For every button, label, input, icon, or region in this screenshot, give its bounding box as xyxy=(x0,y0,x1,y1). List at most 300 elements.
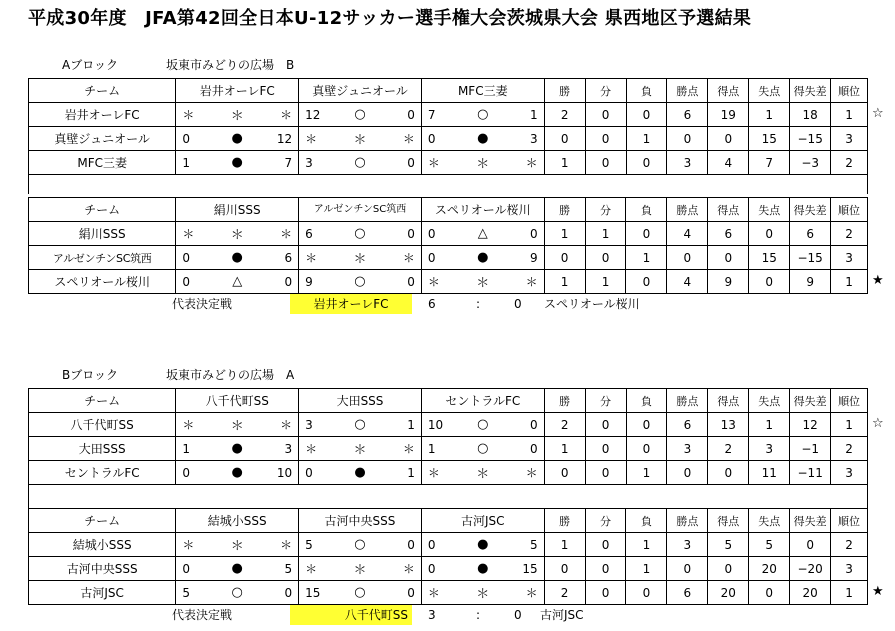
star-icon: ☆ xyxy=(872,106,884,121)
score-for: 1 xyxy=(176,437,217,461)
block-label: Aブロック xyxy=(62,58,118,72)
stat-losses: 0 xyxy=(626,151,667,175)
stat-wins: 2 xyxy=(544,581,585,605)
header-row xyxy=(29,389,868,413)
stat-points: 3 xyxy=(667,151,708,175)
stat-header-goals-against: 失点 xyxy=(749,509,790,533)
result-mark: ● xyxy=(217,437,258,461)
result-mark: △ xyxy=(462,222,503,246)
table-row xyxy=(29,246,868,270)
table-row xyxy=(29,581,868,605)
stat-header-draws: 分 xyxy=(585,389,626,413)
venue-label: 坂東市みどりの広場 B xyxy=(166,58,295,72)
stat-rank: 3 xyxy=(831,461,868,485)
opponent-header: 古河JSC xyxy=(421,509,544,533)
score-against: ＊ xyxy=(503,581,544,605)
stat-losses: 1 xyxy=(626,461,667,485)
table-separator xyxy=(28,174,868,194)
score-against: 0 xyxy=(380,151,421,175)
score-for: 12 xyxy=(299,103,340,127)
stat-goal-diff: 20 xyxy=(790,581,831,605)
score-for: ＊ xyxy=(176,413,217,437)
result-mark: ＊ xyxy=(217,533,258,557)
playoff-colon: : xyxy=(476,608,481,622)
stat-header-points: 勝点 xyxy=(667,198,708,222)
stat-header-draws: 分 xyxy=(585,509,626,533)
stat-rank: 2 xyxy=(831,437,868,461)
table-row xyxy=(29,151,868,175)
score-against: 3 xyxy=(258,437,299,461)
stat-header-points: 勝点 xyxy=(667,79,708,103)
table-row xyxy=(29,557,868,581)
score-for: 1 xyxy=(176,151,217,175)
stat-header-goals-for: 得点 xyxy=(708,389,749,413)
team-name: 大田SSS xyxy=(29,437,176,461)
stat-wins: 0 xyxy=(544,127,585,151)
score-against: ＊ xyxy=(380,127,421,151)
playoff-winner: 岩井オーレFC xyxy=(290,294,412,314)
stat-rank: 1 xyxy=(831,581,868,605)
opponent-header: 岩井オーレFC xyxy=(176,79,299,103)
stat-rank: 1 xyxy=(831,103,868,127)
stat-points: 6 xyxy=(667,413,708,437)
stat-losses: 0 xyxy=(626,581,667,605)
team-name: セントラルFC xyxy=(29,461,176,485)
block-label: Bブロック xyxy=(62,368,118,382)
opponent-header: 結城小SSS xyxy=(176,509,299,533)
stat-draws: 0 xyxy=(585,437,626,461)
score-against: ＊ xyxy=(258,103,299,127)
stat-header-goal-diff: 得失差 xyxy=(790,79,831,103)
team-name: MFC三妻 xyxy=(29,151,176,175)
team-header: チーム xyxy=(29,79,176,103)
stat-losses: 0 xyxy=(626,103,667,127)
stat-points: 6 xyxy=(667,581,708,605)
result-mark: △ xyxy=(217,270,258,294)
star-icon: ☆ xyxy=(872,416,884,431)
opponent-header: 真壁ジュニオール xyxy=(299,79,422,103)
stat-draws: 0 xyxy=(585,127,626,151)
score-against: 9 xyxy=(503,246,544,270)
stat-header-goals-against: 失点 xyxy=(749,79,790,103)
playoff-row-b xyxy=(0,605,700,625)
stat-header-goal-diff: 得失差 xyxy=(790,389,831,413)
block-a-header xyxy=(62,56,362,74)
opponent-header: 八千代町SS xyxy=(176,389,299,413)
result-mark: ○ xyxy=(340,222,381,246)
stat-goals-for: 0 xyxy=(708,461,749,485)
stat-points: 3 xyxy=(667,533,708,557)
score-against: 0 xyxy=(258,270,299,294)
stat-draws: 0 xyxy=(585,413,626,437)
team-name: 絹川SSS xyxy=(29,222,176,246)
score-against: ＊ xyxy=(380,246,421,270)
stat-goals-for: 2 xyxy=(708,437,749,461)
stat-points: 4 xyxy=(667,270,708,294)
stat-wins: 0 xyxy=(544,557,585,581)
score-for: 0 xyxy=(421,557,462,581)
stat-points: 3 xyxy=(667,437,708,461)
stat-goals-against: 0 xyxy=(749,270,790,294)
stat-goal-diff: 0 xyxy=(790,533,831,557)
score-against: ＊ xyxy=(258,222,299,246)
stat-header-losses: 負 xyxy=(626,198,667,222)
star-icon: ★ xyxy=(872,273,884,288)
result-mark: ○ xyxy=(340,151,381,175)
stat-goals-for: 4 xyxy=(708,151,749,175)
stat-rank: 1 xyxy=(831,413,868,437)
score-against: 12 xyxy=(258,127,299,151)
team-name: 八千代町SS xyxy=(29,413,176,437)
score-for: ＊ xyxy=(176,533,217,557)
stat-header-goals-for: 得点 xyxy=(708,79,749,103)
opponent-header: 大田SSS xyxy=(299,389,422,413)
results-table-a2 xyxy=(28,197,868,294)
result-mark: ○ xyxy=(340,103,381,127)
stat-draws: 0 xyxy=(585,581,626,605)
playoff-score-a: 3 xyxy=(428,608,436,622)
stat-losses: 0 xyxy=(626,413,667,437)
score-against: ＊ xyxy=(258,533,299,557)
result-mark: ＊ xyxy=(462,151,503,175)
stat-rank: 3 xyxy=(831,246,868,270)
result-mark: ● xyxy=(217,246,258,270)
stat-header-losses: 負 xyxy=(626,389,667,413)
score-for: 7 xyxy=(421,103,462,127)
stat-header-goals-against: 失点 xyxy=(749,198,790,222)
playoff-score-b: 0 xyxy=(514,297,522,311)
opponent-header: 絹川SSS xyxy=(176,198,299,222)
result-mark: ＊ xyxy=(340,246,381,270)
stat-goals-for: 9 xyxy=(708,270,749,294)
stat-draws: 0 xyxy=(585,103,626,127)
result-mark: ○ xyxy=(340,413,381,437)
stat-header-wins: 勝 xyxy=(544,389,585,413)
stat-wins: 0 xyxy=(544,246,585,270)
score-for: 0 xyxy=(421,222,462,246)
team-header: チーム xyxy=(29,389,176,413)
stat-rank: 3 xyxy=(831,557,868,581)
stat-rank: 2 xyxy=(831,533,868,557)
stat-goals-against: 0 xyxy=(749,222,790,246)
score-for: 0 xyxy=(176,127,217,151)
stat-header-goals-for: 得点 xyxy=(708,509,749,533)
page-title: 平成30年度 JFA第42回全日本U-12サッカー選手権大会茨城県大会 県西地区予選結果 xyxy=(28,8,752,29)
result-mark: ○ xyxy=(462,437,503,461)
stat-losses: 0 xyxy=(626,437,667,461)
result-mark: ＊ xyxy=(462,270,503,294)
team-name: 古河JSC xyxy=(29,581,176,605)
score-against: 0 xyxy=(258,581,299,605)
result-mark: ＊ xyxy=(217,103,258,127)
stat-header-draws: 分 xyxy=(585,79,626,103)
score-against: 1 xyxy=(503,103,544,127)
stat-goals-against: 1 xyxy=(749,413,790,437)
score-against: ＊ xyxy=(380,557,421,581)
stat-rank: 1 xyxy=(831,270,868,294)
score-for: ＊ xyxy=(176,222,217,246)
stat-points: 4 xyxy=(667,222,708,246)
playoff-score-a: 6 xyxy=(428,297,436,311)
score-for: ＊ xyxy=(421,581,462,605)
score-for: 0 xyxy=(176,461,217,485)
stat-draws: 0 xyxy=(585,461,626,485)
table-row xyxy=(29,413,868,437)
score-for: ＊ xyxy=(299,557,340,581)
score-against: 0 xyxy=(380,222,421,246)
stat-header-rank: 順位 xyxy=(831,198,868,222)
opponent-header: スペリオール桜川 xyxy=(421,198,544,222)
opponent-header: MFC三妻 xyxy=(421,79,544,103)
score-against: ＊ xyxy=(258,413,299,437)
stat-goals-against: 20 xyxy=(749,557,790,581)
score-against: ＊ xyxy=(503,151,544,175)
stat-losses: 1 xyxy=(626,533,667,557)
stat-header-rank: 順位 xyxy=(831,79,868,103)
score-against: 0 xyxy=(380,103,421,127)
stat-header-goals-against: 失点 xyxy=(749,389,790,413)
stat-goal-diff: 18 xyxy=(790,103,831,127)
stat-draws: 0 xyxy=(585,533,626,557)
score-for: ＊ xyxy=(421,270,462,294)
stat-goal-diff: 12 xyxy=(790,413,831,437)
result-mark: ● xyxy=(217,127,258,151)
stat-goal-diff: −15 xyxy=(790,127,831,151)
result-mark: ＊ xyxy=(462,461,503,485)
team-name: 古河中央SSS xyxy=(29,557,176,581)
score-against: 1 xyxy=(380,413,421,437)
stat-goals-against: 0 xyxy=(749,581,790,605)
stat-goal-diff: −20 xyxy=(790,557,831,581)
score-against: 5 xyxy=(503,533,544,557)
table-row xyxy=(29,270,868,294)
score-against: 0 xyxy=(503,222,544,246)
team-name: 真壁ジュニオール xyxy=(29,127,176,151)
score-for: 6 xyxy=(299,222,340,246)
score-for: 0 xyxy=(299,461,340,485)
result-mark: ＊ xyxy=(340,127,381,151)
score-for: 0 xyxy=(421,533,462,557)
stat-header-points: 勝点 xyxy=(667,389,708,413)
header-row xyxy=(29,79,868,103)
stat-goals-for: 20 xyxy=(708,581,749,605)
score-for: 3 xyxy=(299,151,340,175)
stat-goals-against: 11 xyxy=(749,461,790,485)
score-against: 10 xyxy=(258,461,299,485)
score-for: 0 xyxy=(176,270,217,294)
score-for: 0 xyxy=(176,557,217,581)
stat-goals-against: 15 xyxy=(749,127,790,151)
stat-wins: 0 xyxy=(544,461,585,485)
stat-goal-diff: −15 xyxy=(790,246,831,270)
stat-goals-against: 5 xyxy=(749,533,790,557)
score-for: ＊ xyxy=(421,151,462,175)
stat-wins: 1 xyxy=(544,222,585,246)
score-against: 3 xyxy=(503,127,544,151)
score-for: 10 xyxy=(421,413,462,437)
result-mark: ○ xyxy=(462,103,503,127)
result-mark: ○ xyxy=(340,270,381,294)
result-mark: ＊ xyxy=(217,413,258,437)
opponent-header: 古河中央SSS xyxy=(299,509,422,533)
stat-goals-for: 0 xyxy=(708,246,749,270)
stat-header-rank: 順位 xyxy=(831,389,868,413)
header-row xyxy=(29,198,868,222)
score-against: 0 xyxy=(380,533,421,557)
stat-goals-against: 3 xyxy=(749,437,790,461)
table-row xyxy=(29,533,868,557)
score-against: ＊ xyxy=(503,270,544,294)
stat-points: 0 xyxy=(667,127,708,151)
stat-header-goals-for: 得点 xyxy=(708,198,749,222)
stat-header-goal-diff: 得失差 xyxy=(790,198,831,222)
team-header: チーム xyxy=(29,198,176,222)
result-mark: ＊ xyxy=(340,557,381,581)
stat-losses: 1 xyxy=(626,127,667,151)
team-name: 結城小SSS xyxy=(29,533,176,557)
result-mark: ○ xyxy=(340,533,381,557)
result-mark: ● xyxy=(462,127,503,151)
stat-points: 0 xyxy=(667,246,708,270)
result-mark: ＊ xyxy=(462,581,503,605)
stat-header-losses: 負 xyxy=(626,509,667,533)
stat-goal-diff: 6 xyxy=(790,222,831,246)
table-row xyxy=(29,103,868,127)
stat-header-draws: 分 xyxy=(585,198,626,222)
table-row xyxy=(29,222,868,246)
result-mark: ● xyxy=(217,557,258,581)
stat-rank: 2 xyxy=(831,222,868,246)
stat-points: 0 xyxy=(667,461,708,485)
results-table-b1 xyxy=(28,388,868,485)
stat-wins: 2 xyxy=(544,413,585,437)
result-mark: ＊ xyxy=(340,437,381,461)
result-mark: ● xyxy=(462,533,503,557)
opponent-header: セントラルFC xyxy=(421,389,544,413)
playoff-colon: : xyxy=(476,297,481,311)
opponent-header: アルゼンチンSC筑西 xyxy=(299,198,422,222)
stat-draws: 0 xyxy=(585,151,626,175)
playoff-winner: 八千代町SS xyxy=(290,605,412,625)
stat-draws: 1 xyxy=(585,222,626,246)
stat-goals-against: 15 xyxy=(749,246,790,270)
table-row xyxy=(29,461,868,485)
stat-goals-against: 1 xyxy=(749,103,790,127)
stat-header-wins: 勝 xyxy=(544,79,585,103)
stat-points: 0 xyxy=(667,557,708,581)
score-for: ＊ xyxy=(299,246,340,270)
results-table-a1 xyxy=(28,78,868,175)
table-separator xyxy=(28,484,868,508)
stat-wins: 1 xyxy=(544,270,585,294)
results-table-b2 xyxy=(28,508,868,605)
stat-header-rank: 順位 xyxy=(831,509,868,533)
stat-draws: 0 xyxy=(585,246,626,270)
stat-goals-for: 0 xyxy=(708,557,749,581)
venue-label: 坂東市みどりの広場 A xyxy=(166,368,295,382)
stat-points: 6 xyxy=(667,103,708,127)
result-mark: ● xyxy=(462,557,503,581)
team-name: スペリオール桜川 xyxy=(29,270,176,294)
playoff-row-a xyxy=(0,294,700,314)
stat-wins: 1 xyxy=(544,151,585,175)
team-header: チーム xyxy=(29,509,176,533)
result-mark: ● xyxy=(217,461,258,485)
team-name: 岩井オーレFC xyxy=(29,103,176,127)
stat-goal-diff: 9 xyxy=(790,270,831,294)
score-for: ＊ xyxy=(299,437,340,461)
playoff-loser: 古河JSC xyxy=(540,608,584,622)
score-for: ＊ xyxy=(176,103,217,127)
stat-losses: 1 xyxy=(626,246,667,270)
score-for: ＊ xyxy=(421,461,462,485)
stat-header-wins: 勝 xyxy=(544,509,585,533)
score-for: 15 xyxy=(299,581,340,605)
result-mark: ＊ xyxy=(217,222,258,246)
score-for: 5 xyxy=(176,581,217,605)
score-against: 0 xyxy=(380,581,421,605)
score-against: 0 xyxy=(380,270,421,294)
playoff-loser: スペリオール桜川 xyxy=(544,297,640,311)
playoff-label: 代表決定戦 xyxy=(172,608,233,622)
team-name: アルゼンチンSC筑西 xyxy=(29,246,176,270)
star-icon: ★ xyxy=(872,584,884,599)
stat-wins: 1 xyxy=(544,533,585,557)
score-for: 0 xyxy=(176,246,217,270)
stat-goal-diff: −3 xyxy=(790,151,831,175)
score-against: 0 xyxy=(503,437,544,461)
score-for: 0 xyxy=(421,246,462,270)
result-mark: ○ xyxy=(340,581,381,605)
score-for: 1 xyxy=(421,437,462,461)
score-against: 5 xyxy=(258,557,299,581)
table-row xyxy=(29,437,868,461)
header-row xyxy=(29,509,868,533)
score-against: ＊ xyxy=(503,461,544,485)
stat-rank: 3 xyxy=(831,127,868,151)
stat-header-points: 勝点 xyxy=(667,509,708,533)
result-mark: ● xyxy=(217,151,258,175)
stat-losses: 0 xyxy=(626,270,667,294)
stat-goals-for: 6 xyxy=(708,222,749,246)
playoff-score-b: 0 xyxy=(514,608,522,622)
result-mark: ● xyxy=(340,461,381,485)
table-row xyxy=(29,127,868,151)
score-against: 6 xyxy=(258,246,299,270)
stat-losses: 0 xyxy=(626,222,667,246)
stat-losses: 1 xyxy=(626,557,667,581)
score-against: ＊ xyxy=(380,437,421,461)
stat-wins: 1 xyxy=(544,437,585,461)
stat-goal-diff: −1 xyxy=(790,437,831,461)
stat-rank: 2 xyxy=(831,151,868,175)
result-mark: ○ xyxy=(462,413,503,437)
score-against: 15 xyxy=(503,557,544,581)
stat-header-goal-diff: 得失差 xyxy=(790,509,831,533)
score-for: 5 xyxy=(299,533,340,557)
score-for: 3 xyxy=(299,413,340,437)
stat-draws: 0 xyxy=(585,557,626,581)
block-b-header xyxy=(62,366,362,384)
result-mark: ○ xyxy=(217,581,258,605)
score-against: 7 xyxy=(258,151,299,175)
stat-draws: 1 xyxy=(585,270,626,294)
stat-goal-diff: −11 xyxy=(790,461,831,485)
playoff-label: 代表決定戦 xyxy=(172,297,233,311)
stat-goals-against: 7 xyxy=(749,151,790,175)
stat-wins: 2 xyxy=(544,103,585,127)
stat-goals-for: 13 xyxy=(708,413,749,437)
